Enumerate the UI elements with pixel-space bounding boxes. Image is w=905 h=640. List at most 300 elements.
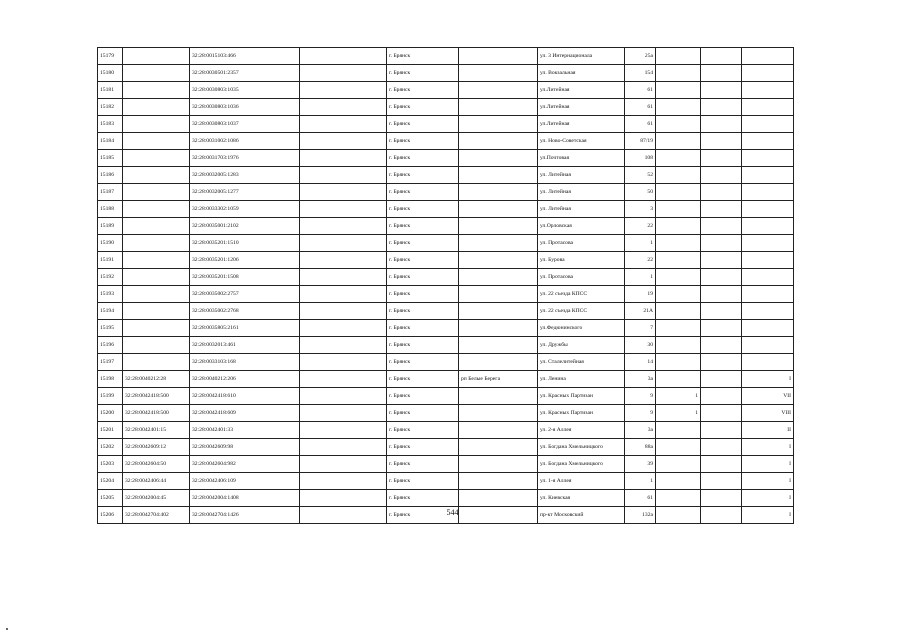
house-number-cell: 61 [625,116,656,133]
street-cell: ул. Богдана Хмельницкого [538,456,625,473]
building-cell [656,99,701,116]
district-cell [459,48,538,65]
parcel-number-cell: 32:28:0042418:500 [123,388,190,405]
street-cell: ул. 1-я Аллея [538,473,625,490]
house-number-cell: 3а [625,422,656,439]
city-cell: г. Брянск [387,473,459,490]
row-number-cell: 15204 [98,473,123,490]
unit-cell [701,65,742,82]
unit-cell [701,371,742,388]
house-number-cell: 39 [625,456,656,473]
district-cell [459,303,538,320]
district-cell: рп Белые Берега [459,371,538,388]
floor-cell [742,82,794,99]
cadastral-number-cell: 32:28:0035201:1508 [190,269,300,286]
building-cell [656,371,701,388]
city-cell: г. Брянск [387,65,459,82]
building-cell [656,320,701,337]
table-row [98,133,794,150]
table-row [98,184,794,201]
house-number-cell: 22 [625,252,656,269]
parcel-number-cell: 32:28:0042401:15 [123,422,190,439]
table-row [98,218,794,235]
cadastral-number-cell: 32:28:0032005:1283 [190,167,300,184]
row-number-cell: 15191 [98,252,123,269]
row-number-cell: 15180 [98,65,123,82]
table-row [98,303,794,320]
parcel-number-cell [123,48,190,65]
blank-cell [300,65,387,82]
cadastral-number-cell: 32:28:0042604:982 [190,456,300,473]
table-row [98,99,794,116]
unit-cell [701,337,742,354]
unit-cell [701,422,742,439]
parcel-number-cell: 32:28:0042406:44 [123,473,190,490]
table-row [98,354,794,371]
city-cell: г. Брянск [387,405,459,422]
street-cell: ул.Орловская [538,218,625,235]
building-cell [656,218,701,235]
cadastral-number-cell: 32:28:0035002:2757 [190,286,300,303]
cadastral-number-cell: 32:28:0042406:109 [190,473,300,490]
row-number-cell: 15182 [98,99,123,116]
street-cell: ул. 22 съезда КПСС [538,303,625,320]
building-cell [656,286,701,303]
district-cell [459,473,538,490]
table-row [98,422,794,439]
unit-cell [701,303,742,320]
house-number-cell: 87/19 [625,133,656,150]
street-cell: ул.Федюнинского [538,320,625,337]
table-row [98,490,794,507]
table-row [98,371,794,388]
blank-cell [300,422,387,439]
district-cell [459,337,538,354]
cadastral-number-cell: 32:28:0042609:98 [190,439,300,456]
table-row [98,473,794,490]
row-number-cell: 15206 [98,507,123,524]
unit-cell [701,99,742,116]
row-number-cell: 15205 [98,490,123,507]
blank-cell [300,150,387,167]
cadastral-number-cell: 32:28:0030501:2357 [190,65,300,82]
district-cell [459,133,538,150]
parcel-number-cell [123,235,190,252]
row-number-cell: 15179 [98,48,123,65]
unit-cell [701,439,742,456]
district-cell [459,354,538,371]
district-cell [459,252,538,269]
cadastral-number-cell: 32:28:0033103:168 [190,354,300,371]
floor-cell: VII [742,388,794,405]
house-number-cell: 19 [625,286,656,303]
building-cell [656,303,701,320]
row-number-cell: 15197 [98,354,123,371]
blank-cell [300,490,387,507]
table-row [98,235,794,252]
row-number-cell: 15202 [98,439,123,456]
unit-cell [701,473,742,490]
parcel-number-cell: 32:28:0040212:28 [123,371,190,388]
street-cell: ул. Ленина [538,371,625,388]
blank-cell [300,133,387,150]
house-number-cell: 3а [625,371,656,388]
street-cell: ул. Красных Партизан [538,405,625,422]
district-cell [459,99,538,116]
city-cell: г. Брянск [387,371,459,388]
floor-cell: I [742,473,794,490]
building-cell [656,201,701,218]
city-cell: г. Брянск [387,269,459,286]
blank-cell [300,201,387,218]
row-number-cell: 15192 [98,269,123,286]
house-number-cell: 52 [625,167,656,184]
scan-artifact [6,628,8,630]
city-cell: г. Брянск [387,286,459,303]
row-number-cell: 15190 [98,235,123,252]
unit-cell [701,184,742,201]
parcel-number-cell [123,167,190,184]
street-cell: ул. 2-я Аллея [538,422,625,439]
street-cell: ул. Литейная [538,167,625,184]
cadastral-number-cell: 32:28:0030803:1036 [190,99,300,116]
floor-cell [742,303,794,320]
parcel-number-cell [123,99,190,116]
floor-cell [742,133,794,150]
city-cell: г. Брянск [387,303,459,320]
street-cell: ул. Вокзальная [538,65,625,82]
floor-cell [742,252,794,269]
district-cell [459,167,538,184]
district-cell [459,116,538,133]
building-cell: 1 [656,405,701,422]
city-cell: г. Брянск [387,133,459,150]
street-cell: ул.Литейная [538,82,625,99]
register-body [98,48,794,524]
house-number-cell: 61 [625,490,656,507]
parcel-number-cell: 32:28:0042418:500 [123,405,190,422]
row-number-cell: 15199 [98,388,123,405]
blank-cell [300,269,387,286]
register-table [97,47,794,524]
blank-cell [300,303,387,320]
district-cell [459,201,538,218]
house-number-cell: 14 [625,354,656,371]
floor-cell [742,269,794,286]
street-cell: ул. Богдана Хмельницкого [538,439,625,456]
floor-cell [742,184,794,201]
building-cell [656,133,701,150]
cadastral-number-cell: 32:28:0031002:1086 [190,133,300,150]
cadastral-number-cell: 32:28:0033302:1059 [190,201,300,218]
row-number-cell: 15183 [98,116,123,133]
street-cell: ул. 22 съезда КПСС [538,286,625,303]
unit-cell [701,116,742,133]
house-number-cell: 61 [625,82,656,99]
house-number-cell: 30 [625,337,656,354]
parcel-number-cell [123,133,190,150]
unit-cell [701,405,742,422]
floor-cell [742,150,794,167]
city-cell: г. Брянск [387,235,459,252]
building-cell [656,337,701,354]
blank-cell [300,252,387,269]
parcel-number-cell [123,320,190,337]
floor-cell: I [742,371,794,388]
cadastral-number-cell: 32:28:0042004:1408 [190,490,300,507]
street-cell: ул. Литейная [538,201,625,218]
unit-cell [701,354,742,371]
district-cell [459,235,538,252]
row-number-cell: 15187 [98,184,123,201]
district-cell [459,456,538,473]
blank-cell [300,48,387,65]
building-cell [656,48,701,65]
floor-cell [742,337,794,354]
district-cell [459,320,538,337]
city-cell: г. Брянск [387,48,459,65]
floor-cell: I [742,507,794,524]
unit-cell [701,456,742,473]
unit-cell [701,320,742,337]
floor-cell [742,65,794,82]
blank-cell [300,371,387,388]
street-cell: ул. 3 Интернационала [538,48,625,65]
cadastral-number-cell: 32:28:0030803:1037 [190,116,300,133]
district-cell [459,439,538,456]
building-cell [656,354,701,371]
house-number-cell: 21А [625,303,656,320]
house-number-cell: 1 [625,235,656,252]
house-number-cell: 22 [625,218,656,235]
cadastral-number-cell: 32:28:0040212:206 [190,371,300,388]
house-number-cell: 154 [625,65,656,82]
blank-cell [300,473,387,490]
unit-cell [701,286,742,303]
row-number-cell: 15186 [98,167,123,184]
parcel-number-cell [123,337,190,354]
district-cell [459,422,538,439]
street-cell: ул. Красных Партизан [538,388,625,405]
blank-cell [300,456,387,473]
parcel-number-cell: 32:28:0042609:12 [123,439,190,456]
parcel-number-cell [123,303,190,320]
house-number-cell: 3 [625,201,656,218]
street-cell: ул. Ново-Советская [538,133,625,150]
cadastral-number-cell: 32:28:0035002:2768 [190,303,300,320]
table-row [98,456,794,473]
parcel-number-cell [123,218,190,235]
row-number-cell: 15195 [98,320,123,337]
unit-cell [701,235,742,252]
blank-cell [300,405,387,422]
blank-cell [300,82,387,99]
parcel-number-cell [123,252,190,269]
street-cell: ул. Сталелитейная [538,354,625,371]
building-cell: 1 [656,388,701,405]
cadastral-number-cell: 32:28:0031703:1976 [190,150,300,167]
row-number-cell: 15203 [98,456,123,473]
house-number-cell: 108 [625,150,656,167]
house-number-cell: 88а [625,439,656,456]
city-cell: г. Брянск [387,150,459,167]
table-row [98,201,794,218]
district-cell [459,150,538,167]
floor-cell [742,99,794,116]
street-cell: ул. Протасова [538,269,625,286]
table-row [98,150,794,167]
blank-cell [300,167,387,184]
building-cell [656,184,701,201]
building-cell [656,422,701,439]
table-row [98,48,794,65]
city-cell: г. Брянск [387,439,459,456]
building-cell [656,456,701,473]
row-number-cell: 15196 [98,337,123,354]
parcel-number-cell [123,150,190,167]
floor-cell [742,201,794,218]
parcel-number-cell [123,65,190,82]
table-row [98,320,794,337]
cadastral-number-cell: 32:28:0042401:33 [190,422,300,439]
district-cell [459,286,538,303]
table-row [98,269,794,286]
blank-cell [300,235,387,252]
house-number-cell: 50 [625,184,656,201]
building-cell [656,235,701,252]
district-cell [459,388,538,405]
house-number-cell: 1 [625,473,656,490]
city-cell: г. Брянск [387,422,459,439]
row-number-cell: 15181 [98,82,123,99]
floor-cell [742,286,794,303]
floor-cell [742,354,794,371]
street-cell: ул. Киевская [538,490,625,507]
city-cell: г. Брянск [387,218,459,235]
blank-cell [300,286,387,303]
blank-cell [300,184,387,201]
parcel-number-cell: 32:28:0042604:50 [123,456,190,473]
building-cell [656,150,701,167]
floor-cell: VIII [742,405,794,422]
house-number-cell: 1 [625,269,656,286]
table-row [98,439,794,456]
blank-cell [300,337,387,354]
city-cell: г. Брянск [387,388,459,405]
unit-cell [701,218,742,235]
cadastral-number-cell: 32:28:0035001:2102 [190,218,300,235]
building-cell [656,490,701,507]
blank-cell [300,388,387,405]
unit-cell [701,490,742,507]
district-cell [459,82,538,99]
cadastral-number-cell: 32:28:0035201:1206 [190,252,300,269]
city-cell: г. Брянск [387,99,459,116]
street-cell: ул.Почтовая [538,150,625,167]
unit-cell [701,167,742,184]
city-cell: г. Брянск [387,201,459,218]
unit-cell [701,269,742,286]
row-number-cell: 15194 [98,303,123,320]
street-cell: ул. Литейная [538,184,625,201]
floor-cell: I [742,456,794,473]
district-cell [459,490,538,507]
table-row [98,116,794,133]
unit-cell [701,388,742,405]
cadastral-number-cell: 32:28:0035805:2161 [190,320,300,337]
floor-cell [742,218,794,235]
building-cell [656,82,701,99]
blank-cell [300,439,387,456]
street-cell: ул.Литейная [538,99,625,116]
district-cell [459,269,538,286]
district-cell [459,405,538,422]
parcel-number-cell [123,201,190,218]
row-number-cell: 15201 [98,422,123,439]
street-cell: пр-кт Московский [538,507,625,524]
floor-cell [742,48,794,65]
building-cell [656,252,701,269]
city-cell: г. Брянск [387,82,459,99]
district-cell [459,65,538,82]
parcel-number-cell [123,269,190,286]
cadastral-number-cell: 32:28:0015103:466 [190,48,300,65]
city-cell: г. Брянск [387,116,459,133]
house-number-cell: 132а [625,507,656,524]
house-number-cell: 7 [625,320,656,337]
city-cell: г. Брянск [387,184,459,201]
unit-cell [701,82,742,99]
table-row [98,286,794,303]
city-cell: г. Брянск [387,456,459,473]
building-cell [656,65,701,82]
cadastral-number-cell: 32:28:0030803:1035 [190,82,300,99]
row-number-cell: 15189 [98,218,123,235]
unit-cell [701,133,742,150]
blank-cell [300,218,387,235]
house-number-cell: 25а [625,48,656,65]
parcel-number-cell: 32:28:0042704:402 [123,507,190,524]
street-cell: ул. Бурова [538,252,625,269]
table-row [98,65,794,82]
house-number-cell: 61 [625,99,656,116]
cadastral-number-cell: 32:28:0032005:1277 [190,184,300,201]
building-cell [656,116,701,133]
city-cell: г. Брянск [387,167,459,184]
city-cell: г. Брянск [387,252,459,269]
cadastral-number-cell: 32:28:0042418:610 [190,388,300,405]
floor-cell [742,167,794,184]
table-row [98,82,794,99]
parcel-number-cell [123,184,190,201]
table-row [98,252,794,269]
city-cell: г. Брянск [387,354,459,371]
street-cell: ул. Протасова [538,235,625,252]
floor-cell [742,235,794,252]
city-cell: г. Брянск [387,337,459,354]
table-row [98,388,794,405]
parcel-number-cell [123,354,190,371]
table-row [98,167,794,184]
blank-cell [300,320,387,337]
cadastral-number-cell: 32:28:0032013:461 [190,337,300,354]
cadastral-number-cell: 32:28:0035201:1510 [190,235,300,252]
district-cell [459,218,538,235]
cadastral-number-cell: 32:28:0042704:1426 [190,507,300,524]
row-number-cell: 15200 [98,405,123,422]
city-cell: г. Брянск [387,490,459,507]
building-cell [656,439,701,456]
